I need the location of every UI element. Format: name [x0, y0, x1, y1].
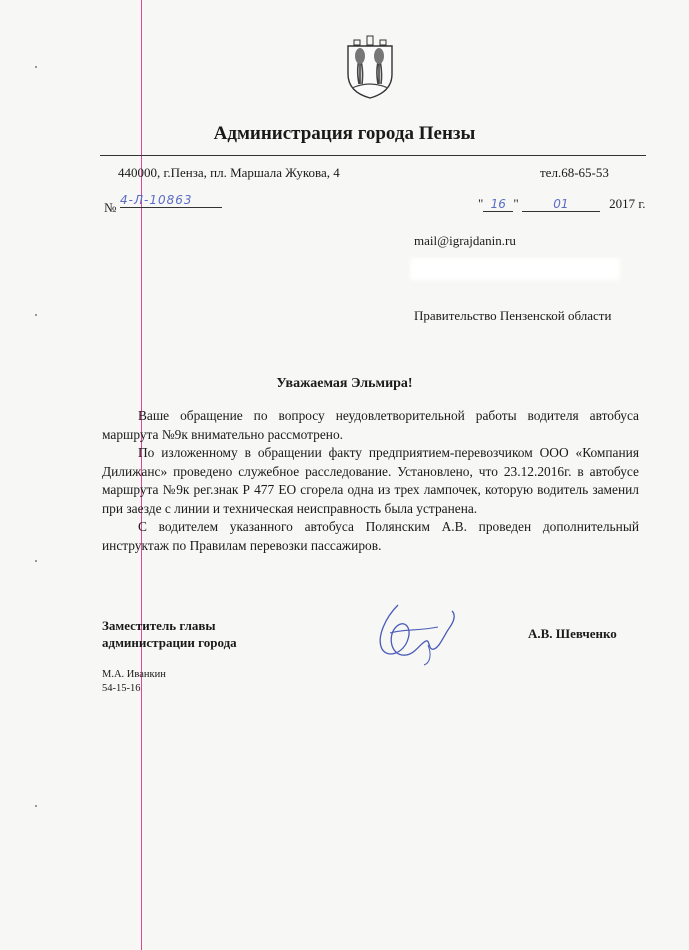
signer-title-line: администрации города — [102, 635, 237, 650]
signer-name: А.В. Шевченко — [528, 626, 617, 641]
signer-title-line: Заместитель главы — [102, 618, 216, 633]
scan-dot — [35, 66, 37, 68]
executor-info — [102, 668, 166, 696]
scan-dot — [35, 560, 37, 562]
letter-body — [102, 407, 639, 555]
letterhead-rule — [100, 155, 646, 156]
signer-title — [102, 617, 237, 651]
letter-date: " 16 " 01 2017 г. — [478, 196, 646, 211]
executor-phone: 54-15-16 — [102, 683, 141, 694]
organization-title: Администрация города Пензы — [213, 123, 476, 144]
redacted-area — [410, 258, 620, 280]
organization-phone: тел.68-65-53 — [540, 165, 609, 180]
reference-number: 4-Л-10863 — [120, 193, 222, 208]
recipient: Правительство Пензенской области — [414, 308, 612, 323]
executor-name: М.А. Иванкин — [102, 669, 166, 680]
organization-address: 440000, г.Пенза, пл. Маршала Жукова, 4 — [118, 165, 340, 180]
scan-dot — [35, 314, 37, 316]
handwritten-signature-icon — [368, 597, 463, 667]
date-month: 01 — [522, 197, 600, 212]
addressee-email: mail@igrajdanin.ru — [414, 233, 516, 248]
pensa-coat-of-arms-icon — [334, 30, 406, 102]
reference-number-label: № — [104, 200, 117, 215]
scan-dot — [35, 805, 37, 807]
date-day: 16 — [483, 197, 513, 212]
body-paragraph: С водителем указанного автобуса Полянским А.В. проведен дополнительный инструктаж по Правилам перевозки пассажиров. — [102, 519, 639, 553]
date-year: 2017 г. — [609, 196, 646, 211]
greeting: Уважаемая Эльмира! — [276, 376, 413, 391]
body-paragraph: Ваше обращение по вопросу неудовлетворительной работы водителя автобуса маршрута №9к внимательно рассмотрено. — [102, 408, 639, 442]
body-paragraph: По изложенному в обращении факту предприятием-перевозчиком ООО «Компания Дилижанс» проведено служебное расследование. Установлено, что 23.12.2016г. в автобусе маршрута №9к рег.знак Р 477 ЕО сгорела одна из трех лампочек, которую водитель заменил при заезде с линии и техническая неисправность была устранена. — [102, 445, 639, 516]
